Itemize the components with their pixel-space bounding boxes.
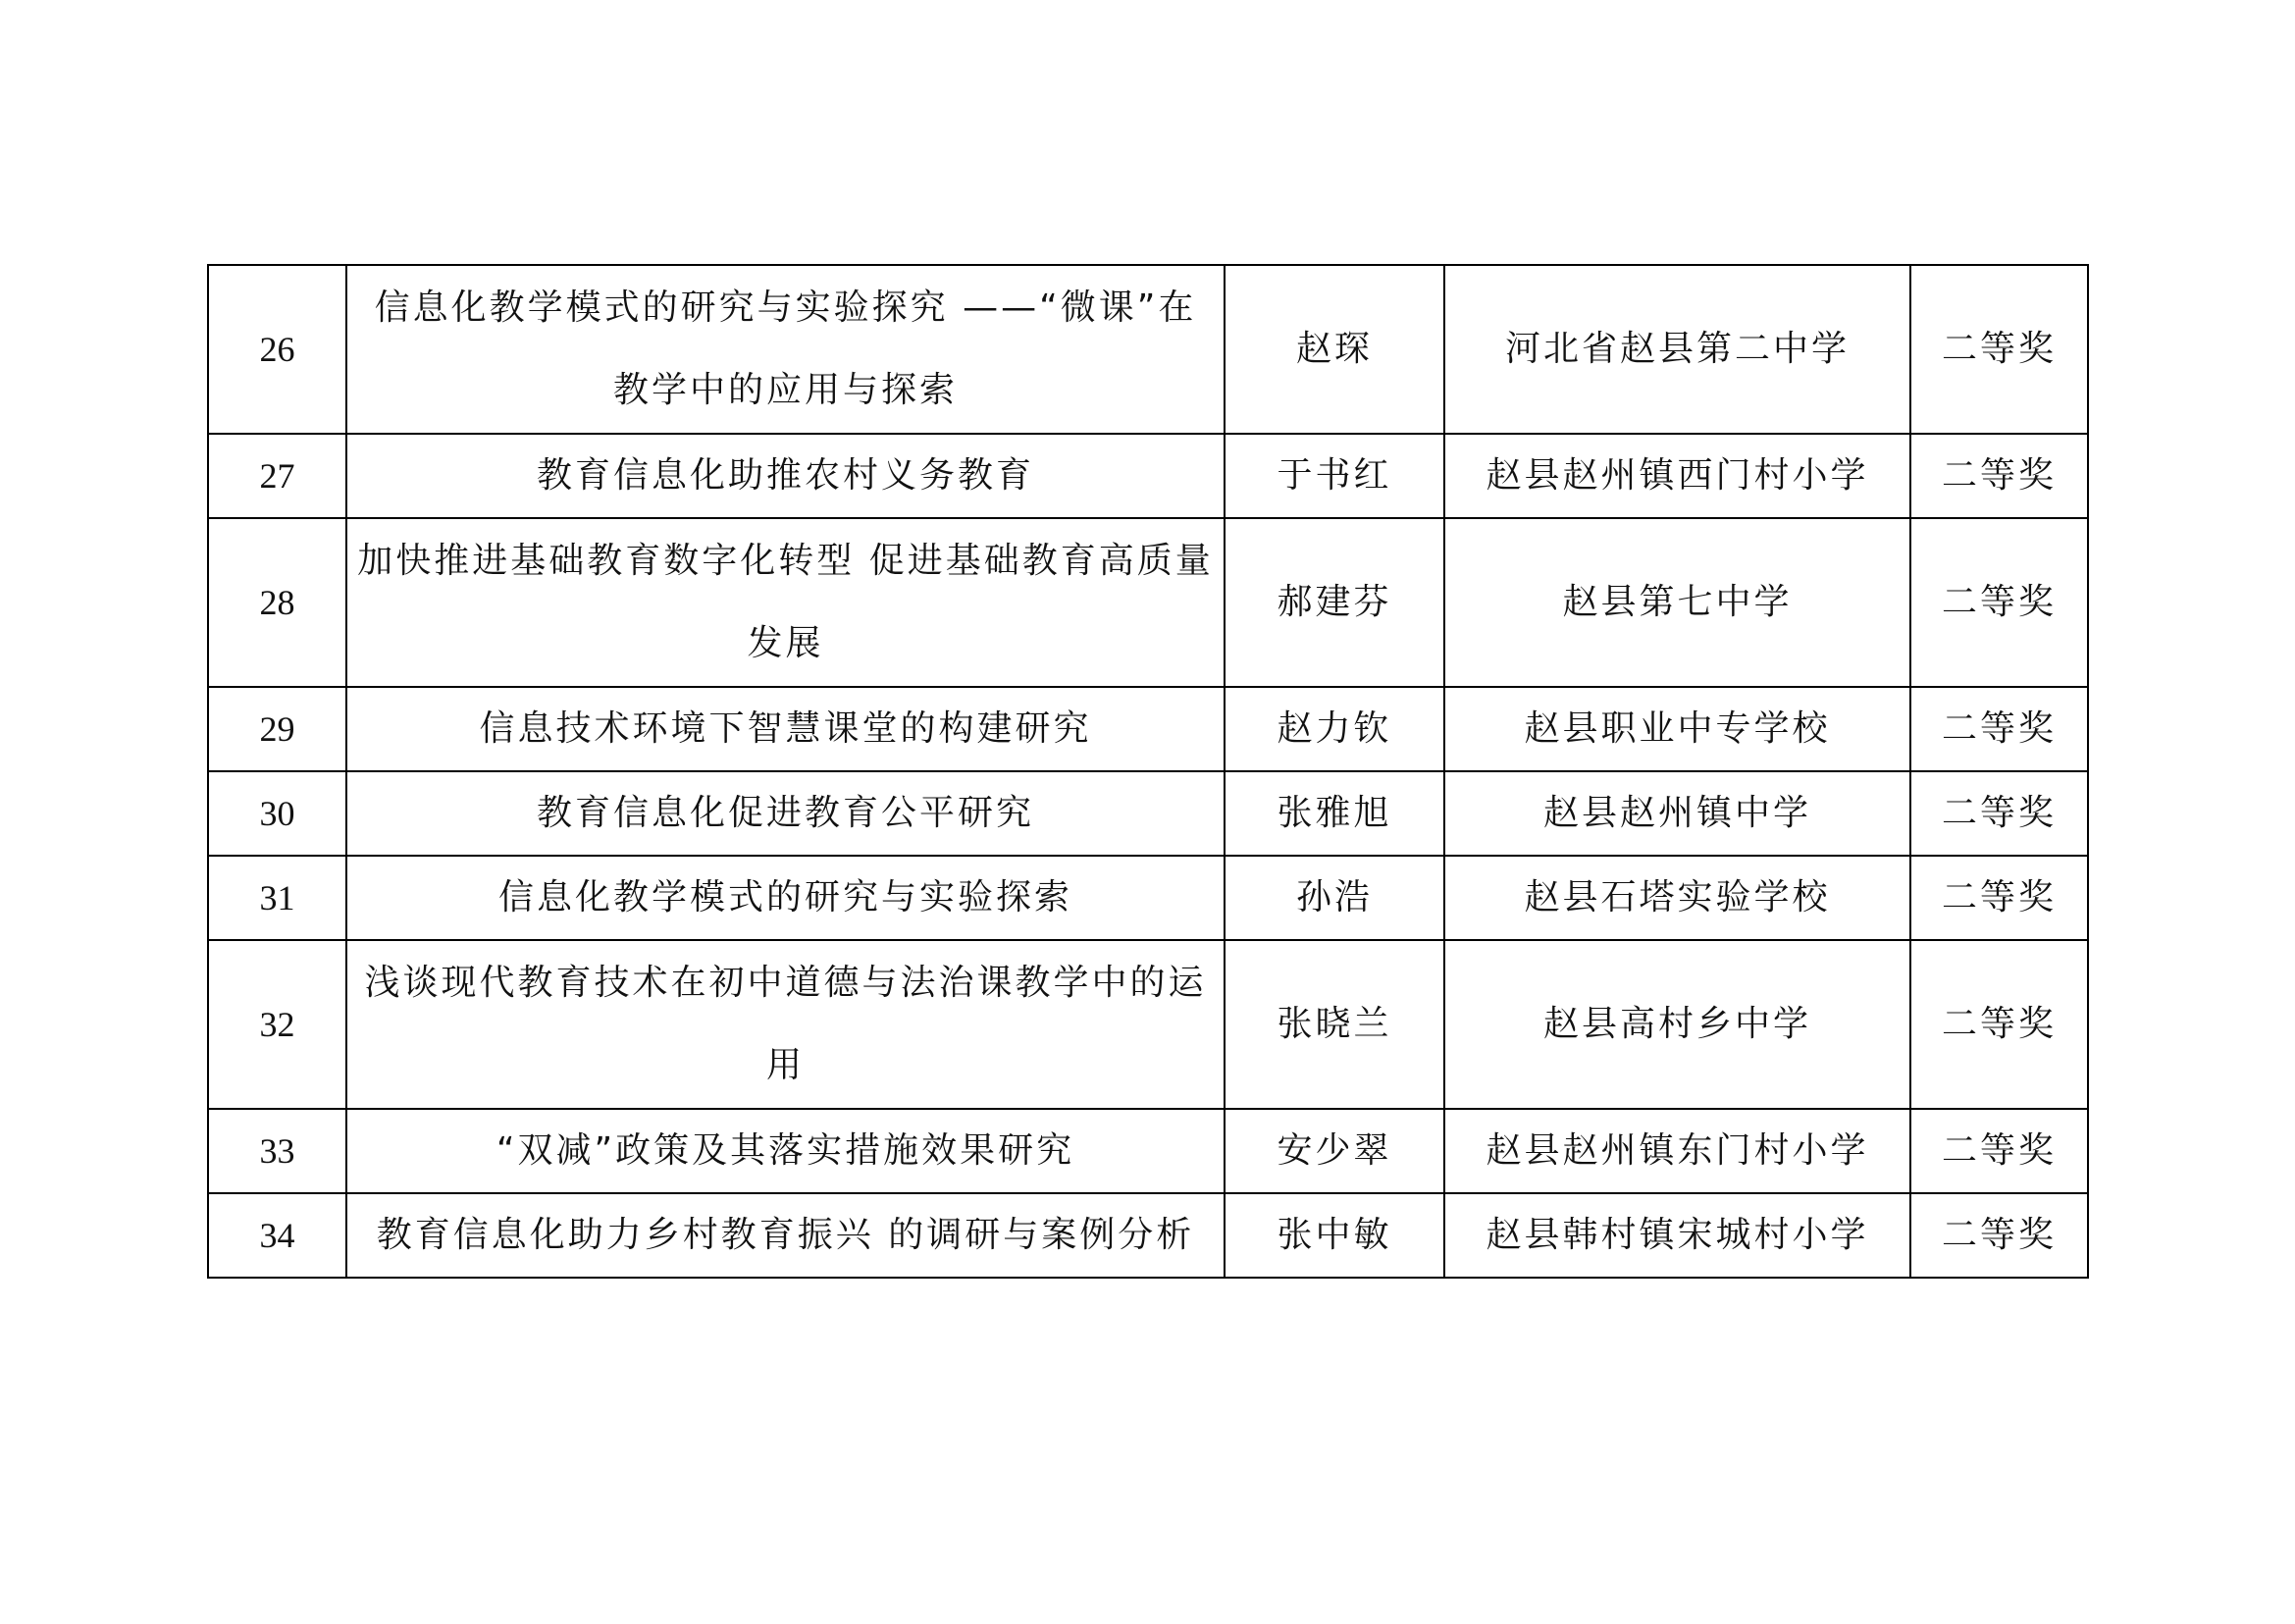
author-name: 张中敏	[1225, 1193, 1444, 1278]
prize-level: 二等奖	[1910, 771, 2088, 856]
table-row	[208, 265, 2088, 434]
prize-level: 二等奖	[1910, 940, 2088, 1109]
author-name: 赵力钦	[1225, 687, 1444, 771]
prize-level: 二等奖	[1910, 265, 2088, 434]
author-name: 张晓兰	[1225, 940, 1444, 1109]
school-name: 赵县石塔实验学校	[1444, 856, 1910, 940]
author-name: 张雅旭	[1225, 771, 1444, 856]
row-number: 29	[208, 687, 346, 771]
table-row	[208, 434, 2088, 518]
school-name: 赵县职业中专学校	[1444, 687, 1910, 771]
table-row	[208, 856, 2088, 940]
author-name: 孙浩	[1225, 856, 1444, 940]
paper-title: 信息技术环境下智慧课堂的构建研究	[346, 687, 1225, 771]
row-number: 31	[208, 856, 346, 940]
paper-title: 教育信息化助力乡村教育振兴 的调研与案例分析	[346, 1193, 1225, 1278]
table-row	[208, 771, 2088, 856]
paper-title: 信息化教学模式的研究与实验探究 ——“微课”在教学中的应用与探索	[346, 265, 1225, 434]
row-number: 33	[208, 1109, 346, 1193]
school-name: 河北省赵县第二中学	[1444, 265, 1910, 434]
prize-level: 二等奖	[1910, 856, 2088, 940]
paper-title: 信息化教学模式的研究与实验探索	[346, 856, 1225, 940]
school-name: 赵县赵州镇东门村小学	[1444, 1109, 1910, 1193]
prize-level: 二等奖	[1910, 1109, 2088, 1193]
table-row	[208, 518, 2088, 687]
prize-level: 二等奖	[1910, 518, 2088, 687]
paper-title: 教育信息化助推农村义务教育	[346, 434, 1225, 518]
author-name: 郝建芬	[1225, 518, 1444, 687]
table-row	[208, 1109, 2088, 1193]
row-number: 30	[208, 771, 346, 856]
school-name: 赵县赵州镇中学	[1444, 771, 1910, 856]
author-name: 于书红	[1225, 434, 1444, 518]
school-name: 赵县高村乡中学	[1444, 940, 1910, 1109]
row-number: 34	[208, 1193, 346, 1278]
prize-level: 二等奖	[1910, 687, 2088, 771]
table-row	[208, 940, 2088, 1109]
row-number: 32	[208, 940, 346, 1109]
paper-title: “双减”政策及其落实措施效果研究	[346, 1109, 1225, 1193]
row-number: 28	[208, 518, 346, 687]
award-table-body	[208, 265, 2088, 1278]
paper-title: 浅谈现代教育技术在初中道德与法治课教学中的运用	[346, 940, 1225, 1109]
author-name: 赵琛	[1225, 265, 1444, 434]
table-row	[208, 687, 2088, 771]
paper-title: 教育信息化促进教育公平研究	[346, 771, 1225, 856]
school-name: 赵县韩村镇宋城村小学	[1444, 1193, 1910, 1278]
row-number: 27	[208, 434, 346, 518]
table-row	[208, 1193, 2088, 1278]
award-table	[207, 264, 2089, 1279]
school-name: 赵县第七中学	[1444, 518, 1910, 687]
prize-level: 二等奖	[1910, 434, 2088, 518]
author-name: 安少翠	[1225, 1109, 1444, 1193]
row-number: 26	[208, 265, 346, 434]
school-name: 赵县赵州镇西门村小学	[1444, 434, 1910, 518]
paper-title: 加快推进基础教育数字化转型 促进基础教育高质量发展	[346, 518, 1225, 687]
prize-level: 二等奖	[1910, 1193, 2088, 1278]
